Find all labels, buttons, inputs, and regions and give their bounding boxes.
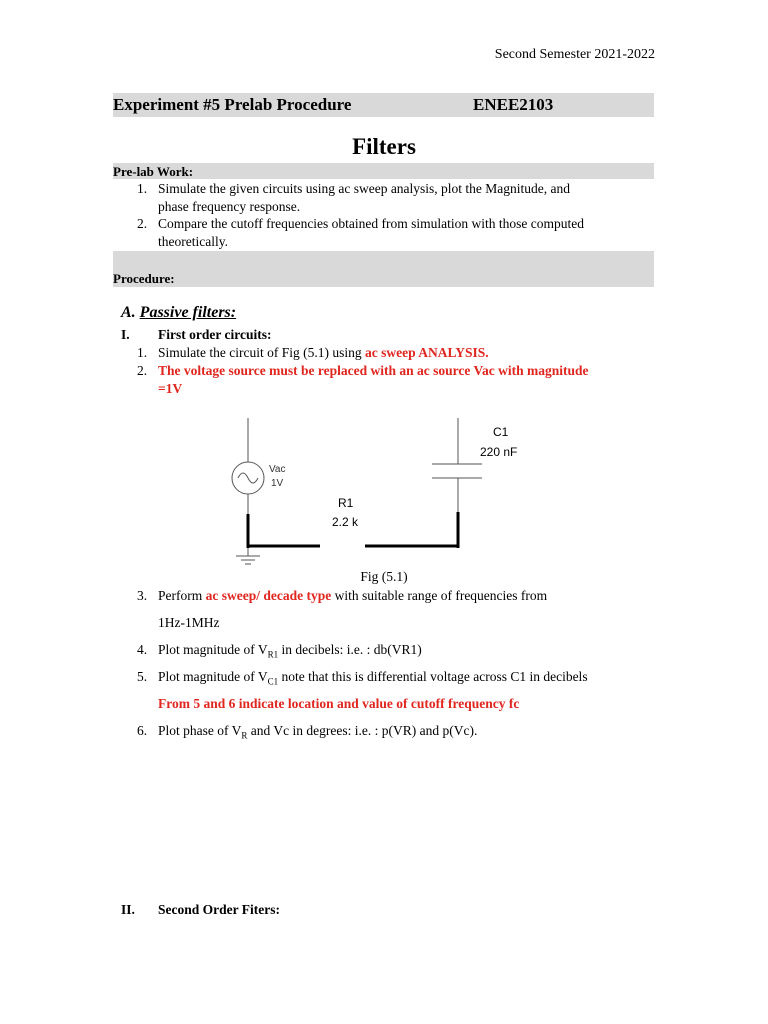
section-ii-title: Second Order Fiters: [158, 902, 280, 917]
step-3-post: with suitable range of frequencies from [331, 588, 548, 603]
step-6-post: and Vc in degrees: i.e. : p(VR) and p(Vc). [247, 723, 478, 738]
step-4-pre: Plot magnitude of V [158, 642, 268, 657]
step-5 [137, 668, 588, 691]
resistor-value: 2.2 k [332, 515, 359, 529]
step-1-text: Simulate the circuit of Fig (5.1) using [158, 345, 365, 360]
prelab-heading-bar [113, 163, 654, 179]
step-5-num: 5. [137, 669, 148, 684]
step-5-post: note that this is differential voltage across C1 in decibels [278, 669, 588, 684]
prelab-item-2-line2: theoretically. [158, 234, 228, 249]
step-3-red: ac sweep/ decade type [205, 588, 332, 603]
section-ii-num: II. [121, 902, 135, 917]
figure-caption: Fig (5.1) [360, 569, 408, 584]
prelab-item-2-num: 2. [137, 216, 148, 231]
step-1-num: 1. [137, 345, 148, 360]
procedure-heading-bar [113, 251, 654, 287]
step-4-num: 4. [137, 642, 148, 657]
capacitor-value: 220 nF [480, 445, 518, 459]
prelab-heading: Pre-lab Work: [113, 164, 194, 179]
sine-wave-icon [238, 473, 258, 483]
page-title: Filters [352, 134, 416, 159]
prelab-item-1-num: 1. [137, 181, 148, 196]
step-3-line2: 1Hz-1MHz [158, 615, 220, 630]
capacitor-label: C1 [493, 425, 509, 439]
step-4-sub: R1 [267, 649, 279, 660]
step-6-num: 6. [137, 723, 148, 738]
source-label: Vac [269, 464, 286, 475]
step-5-sub: C1 [267, 676, 279, 687]
subsection-1-title: First order circuits: [158, 327, 272, 342]
prelab-item-1-line2: phase frequency response. [158, 199, 301, 214]
step-5-pre: Plot magnitude of V [158, 669, 268, 684]
step-2 [137, 362, 589, 398]
semester-label: Second Semester 2021-2022 [494, 47, 655, 62]
step-5-red-note: From 5 and 6 indicate location and value of cutoff frequency fc [158, 696, 520, 711]
step-2-num: 2. [137, 363, 148, 378]
step-2-line1: The voltage source must be replaced with an ac source Vac with magnitude [158, 363, 589, 378]
section-a-title: Passive filters: [139, 304, 237, 321]
step-2-line2: =1V [158, 381, 183, 396]
resistor-label: R1 [338, 496, 354, 510]
section-a-letter: A. [121, 304, 136, 321]
step-6-pre: Plot phase of V [158, 723, 242, 738]
course-code: ENEE2103 [473, 95, 554, 114]
section-a-heading [121, 304, 236, 322]
step-3-num: 3. [137, 588, 148, 603]
experiment-header-bar [113, 93, 654, 117]
prelab-item-2-line1: Compare the cutoff frequencies obtained from simulation with those computed [158, 216, 585, 231]
step-1-red: ac sweep ANALYSIS. [364, 345, 489, 360]
experiment-title: Experiment #5 Prelab Procedure [113, 95, 352, 114]
step-4-post: in decibels: i.e. : db(VR1) [278, 642, 422, 657]
subsection-1-num: I. [121, 327, 130, 342]
step-6 [137, 722, 478, 745]
section-ii-heading [121, 901, 280, 919]
source-value: 1V [271, 478, 284, 489]
step-6-sub: R [241, 730, 248, 741]
step-4 [137, 641, 422, 664]
procedure-heading: Procedure: [113, 271, 175, 286]
step-3 [137, 587, 548, 605]
step-1 [137, 344, 489, 362]
prelab-item-1-line1: Simulate the given circuits using ac sweep analysis, plot the Magnitude, and [158, 181, 571, 196]
subsection-1 [121, 326, 272, 344]
prelab-item-1 [137, 180, 571, 216]
circuit-schematic [220, 408, 518, 568]
step-3-pre: Perform [158, 588, 206, 603]
prelab-item-2 [137, 215, 585, 251]
